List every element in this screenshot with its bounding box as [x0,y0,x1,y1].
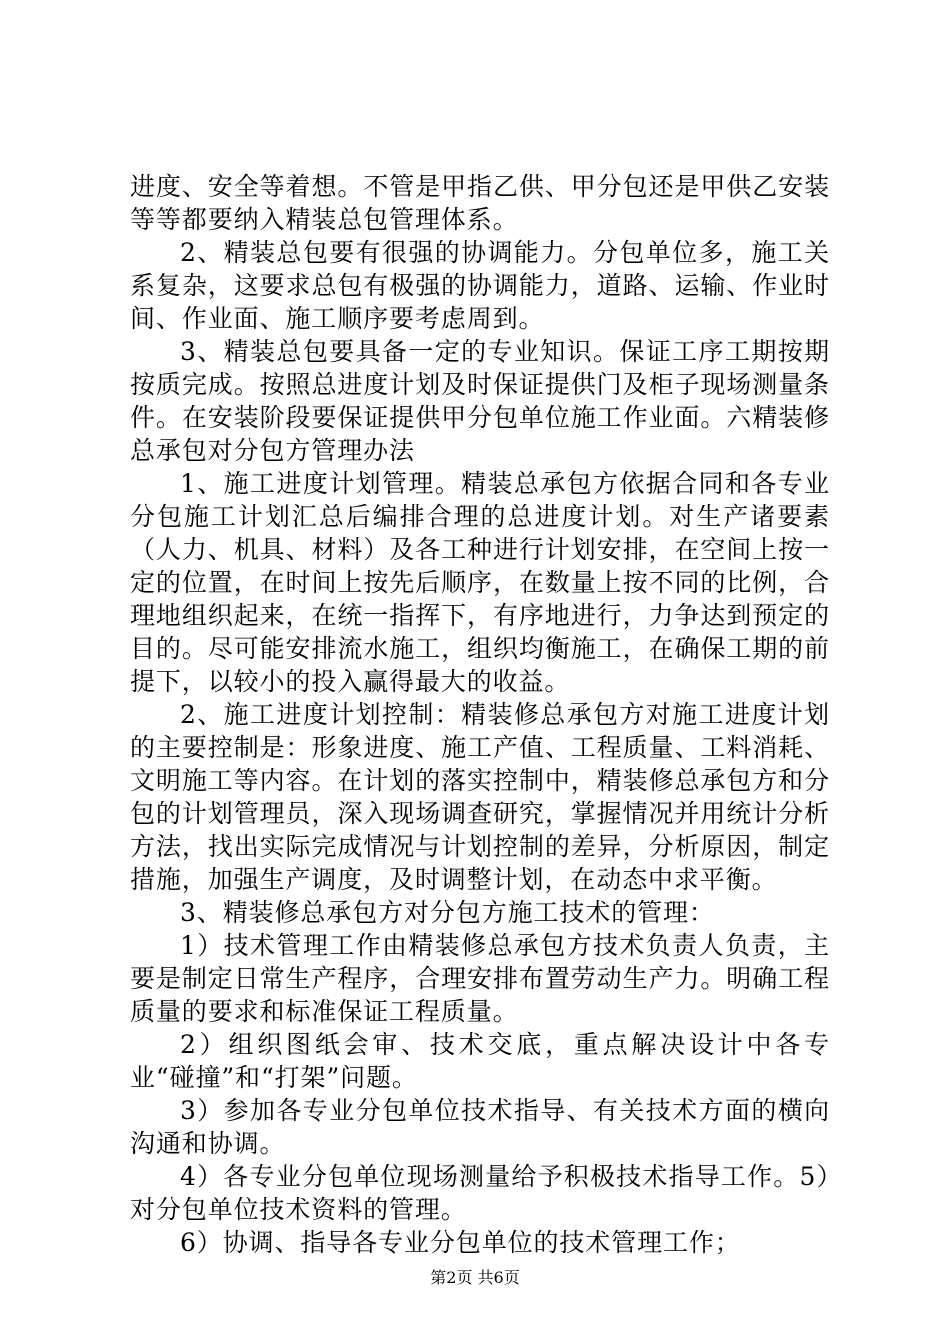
page-number-footer: 第2页 共6页 [430,1268,520,1287]
paragraph-3: 3、精装总包要具备一定的专业知识。保证工序工期按期按质完成。按照总进度计划及时保证提供门及柜子现场测量条件。在安装阶段要保证提供甲分包单位施工作业面。六精装修总承包对分包方管理办法 [130,337,830,465]
paragraph-7: 1）技术管理工作由精装修总承包方技术负责人负责，主要是制定日常生产程序，合理安排布置劳动生产力。明确工程质量的要求和标准保证工程质量。 [130,931,830,1026]
paragraph-1: 进度、安全等着想。不管是甲指乙供、甲分包还是甲供乙安装等等都要纳入精装总包管理体系。 [130,172,830,234]
paragraph-10: 4）各专业分包单位现场测量给予积极技术指导工作。5）对分包单位技术资料的管理。 [130,1162,830,1224]
document-body [130,170,830,1259]
paragraph-2: 2、精装总包要有很强的协调能力。分包单位多，施工关系复杂，这要求总包有极强的协调能力，道路、运输、作业时间、作业面、施工顺序要考虑周到。 [130,238,830,333]
paragraph-8: 2）组织图纸会审、技术交底，重点解决设计中各专业“碰撞”和“打架”问题。 [130,1030,830,1092]
paragraph-5: 2、施工进度计划控制：精装修总承包方对施工进度计划的主要控制是：形象进度、施工产值、工程质量、工料消耗、文明施工等内容。在计划的落实控制中，精装修总承包方和分包的计划管理员，深入现场调查研究，掌握情况并用统计分析方法，找出实际完成情况与计划控制的差异，分析原因，制定措施，加强生产调度，及时调整计划，在动态中求平衡。 [130,700,830,894]
paragraph-9: 3）参加各专业分包单位技术指导、有关技术方面的横向沟通和协调。 [130,1096,830,1158]
paragraph-4: 1、施工进度计划管理。精装总承包方依据合同和各专业分包施工计划汇总后编排合理的总进度计划。对生产诸要素（人力、机具、材料）及各工种进行计划安排，在空间上按一定的位置，在时间上按先后顺序，在数量上按不同的比例，合理地组织起来，在统一指挥下，有序地进行，力争达到预定的目的。尽可能安排流水施工，组织均衡施工，在确保工期的前提下，以较小的投入赢得最大的收益。 [130,469,830,696]
paragraph-11: 6）协调、指导各专业分包单位的技术管理工作； [180,1228,741,1257]
paragraph-6: 3、精装修总承包方对分包方施工技术的管理： [180,898,715,927]
